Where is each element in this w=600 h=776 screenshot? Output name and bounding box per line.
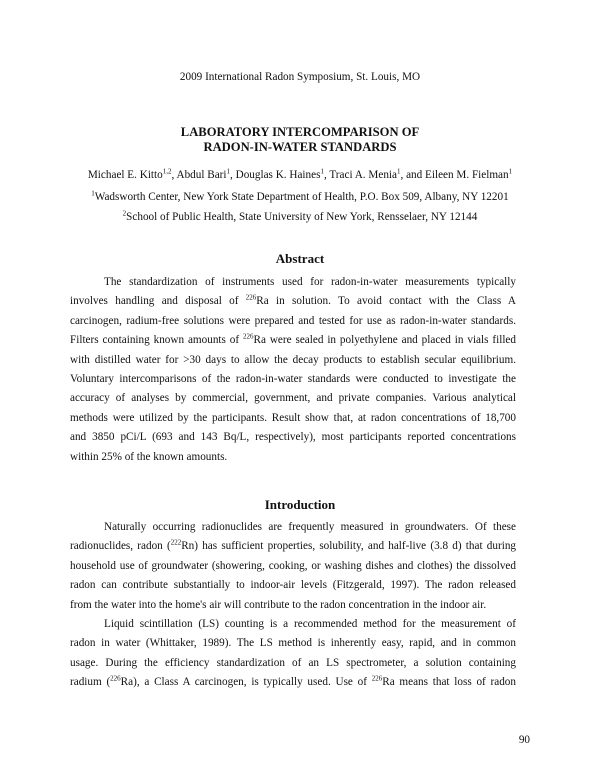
author-affiliation-marker: 1 [320, 167, 324, 176]
text-line: radium ($^{226}$Ra), a Class A carcinogen, is typically used. Use of $^{226}$Ra means that loss of radon [70, 674, 516, 689]
introduction-heading: Introduction [264, 497, 336, 512]
isotope-mass-number: 226 [371, 674, 383, 683]
text-line: The standardization of instruments used for radon-in-water measurements typically [104, 276, 516, 288]
text-line: radon can contribute substantially to indoor-air levels (Fitzgerald, 1997). The radon released [70, 579, 516, 592]
author-list: Michael E. Kitto$^{1,2}$, Abdul Bari$^1$, Douglas K. Haines$^1$, Traci A. Menia$^1$, and Eileen M. Fielman$^1$ [87, 167, 513, 181]
text-line: from the water into the home's air will contribute to the radon concentration in the indoor air. [70, 598, 487, 611]
conference-header: 2009 International Radon Symposium, St. Louis, MO [179, 71, 421, 83]
author-affiliation-marker: 1,2 [162, 167, 172, 176]
author-affiliation-marker: 1 [226, 167, 231, 176]
author-name: Abdul Bari [176, 169, 227, 181]
text-line: with distilled water for >30 days to allow the decay products to establish secular equilibrium. [70, 353, 516, 366]
author-name: Traci A. Menia [329, 169, 397, 181]
text-line: Liquid scintillation (LS) counting is a recommended method for the measurement of [104, 618, 516, 630]
page-number: 90 [518, 734, 530, 746]
author-name: Michael E. Kitto [87, 169, 163, 181]
affiliation-1: $^1$Wadsworth Center, New York State Department of Health, P.O. Box 509, Albany, NY 12201 [91, 189, 509, 203]
abstract-heading: Abstract [275, 251, 325, 266]
text-line: Voluntary intercomparisons of the radon-in-water standards were conducted to investigate the [70, 373, 516, 385]
text-line: accuracy of analyses by commercial, government, and private companies. Various analytical [70, 392, 516, 405]
affiliation-2: $^2$School of Public Health, State University of New York, Rensselaer, NY 12144 [122, 209, 478, 223]
text-line: within 25% of the known amounts. [70, 450, 228, 463]
isotope-mass-number: 222 [170, 538, 182, 547]
text-line: methods were utilized by the participants. Result show that, at radon concentrations of 18,700 [70, 411, 516, 424]
isotope-mass-number: 226 [245, 293, 257, 302]
text-line: usage. During the efficiency standardization of an LS spectrometer, a solution containing [70, 656, 516, 669]
author-affiliation-marker: 1 [508, 167, 513, 176]
author-name: Eileen M. Fielman [425, 169, 509, 181]
text-line: and 3850 pCi/L (693 and 143 Bq/L, respectively), most participants reported concentrations [70, 431, 516, 444]
isotope-mass-number: 226 [110, 674, 121, 683]
author-name: Douglas K. Haines [235, 169, 321, 181]
text-line: radionuclides, radon ($^{222}$Rn) has sufficient properties, solubility, and half-live (3.8 d) that during [70, 538, 517, 553]
author-affiliation-marker: 1 [396, 167, 401, 176]
text-line: household use of groundwater (showering, cooking, or washing dishes and clothes) the dissolved [70, 559, 516, 572]
paper-title-line-2: RADON-IN-WATER STANDARDS [203, 140, 397, 154]
text-line: Filters containing known amounts of $^{226}$Ra were sealed in polyethylene and placed in vials filled [70, 332, 516, 347]
affiliation-marker: 2 [122, 209, 127, 218]
text-line: radon in water (Whittaker, 1989). The LS method is inherently easy, rapid, and in common [70, 637, 516, 650]
isotope-mass-number: 226 [243, 332, 254, 341]
paper-title-line-1: LABORATORY INTERCOMPARISON OF [180, 125, 420, 139]
affiliation-marker: 1 [91, 189, 95, 198]
text-line: carcinogen, radium-free solutions were prepared and tested for use as radon-in-water standards. [70, 314, 516, 327]
text-line: Naturally occurring radionuclides are frequently measured in groundwaters. Of these [104, 521, 516, 533]
text-line: involves handling and disposal of $^{226}$Ra in solution. To avoid contact with the Class A [70, 293, 516, 308]
